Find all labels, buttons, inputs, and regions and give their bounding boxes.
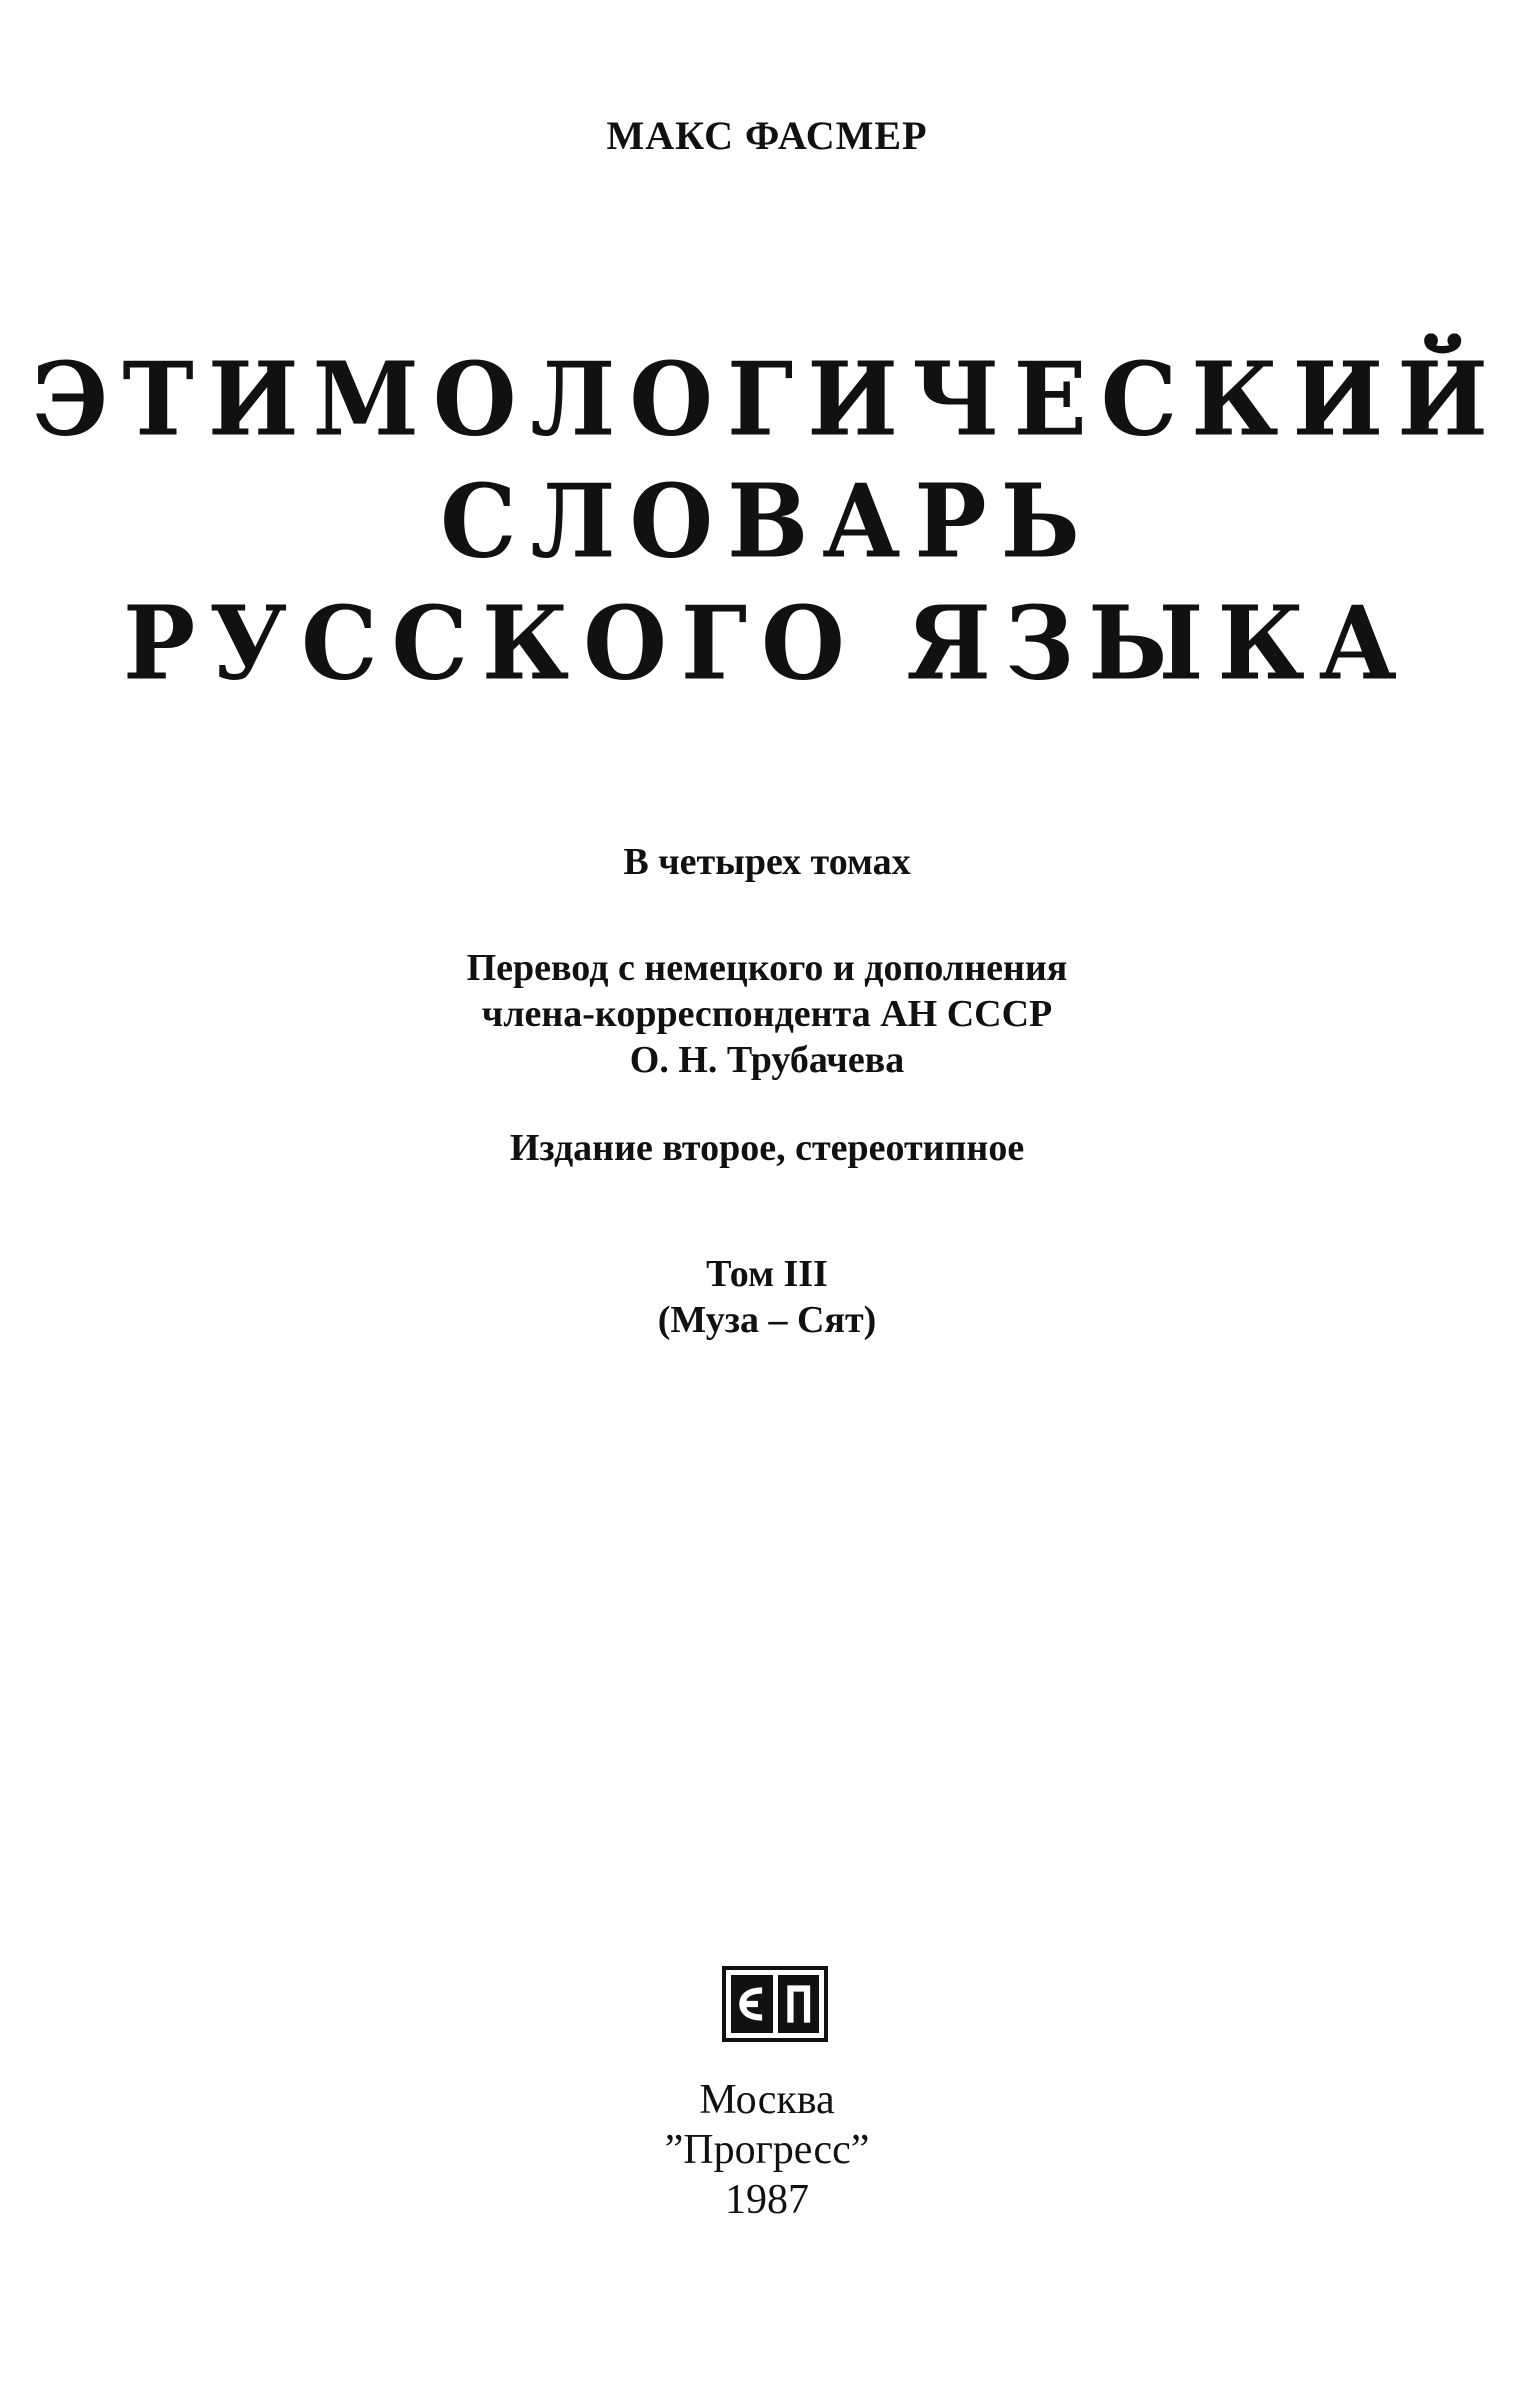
logo-left-cell xyxy=(731,1975,773,2033)
tome-range: (Муза – Сят) xyxy=(657,1299,877,1341)
volumes-note: В четырех томах xyxy=(623,841,911,883)
imprint-city: Москва xyxy=(699,2077,835,2123)
tome-label: Том III xyxy=(706,1253,828,1295)
title-line-1: ЭТИМОЛОГИЧЕСКИЙ xyxy=(32,340,1502,459)
translator-name: О. Н. Трубачева xyxy=(629,1039,905,1081)
imprint-publisher: ”Прогресс” xyxy=(664,2127,870,2173)
edition-note: Издание второе, стереотипное xyxy=(509,1127,1025,1169)
publisher-logo-icon xyxy=(722,1966,828,2042)
title-line-3: РУССКОГО ЯЗЫКА xyxy=(123,584,1411,703)
logo-e-glyph xyxy=(731,1975,773,2033)
imprint-year: 1987 xyxy=(725,2177,809,2223)
logo-p-glyph xyxy=(778,1975,820,2033)
title-line-2: СЛОВАРЬ xyxy=(440,462,1094,581)
author-name: МАКС ФАСМЕР xyxy=(606,113,928,158)
logo-right-cell xyxy=(778,1975,820,2033)
translation-line-1: Перевод с немецкого и дополнения xyxy=(466,947,1068,989)
translation-line-2: члена-корреспондента АН СССР xyxy=(481,993,1053,1035)
